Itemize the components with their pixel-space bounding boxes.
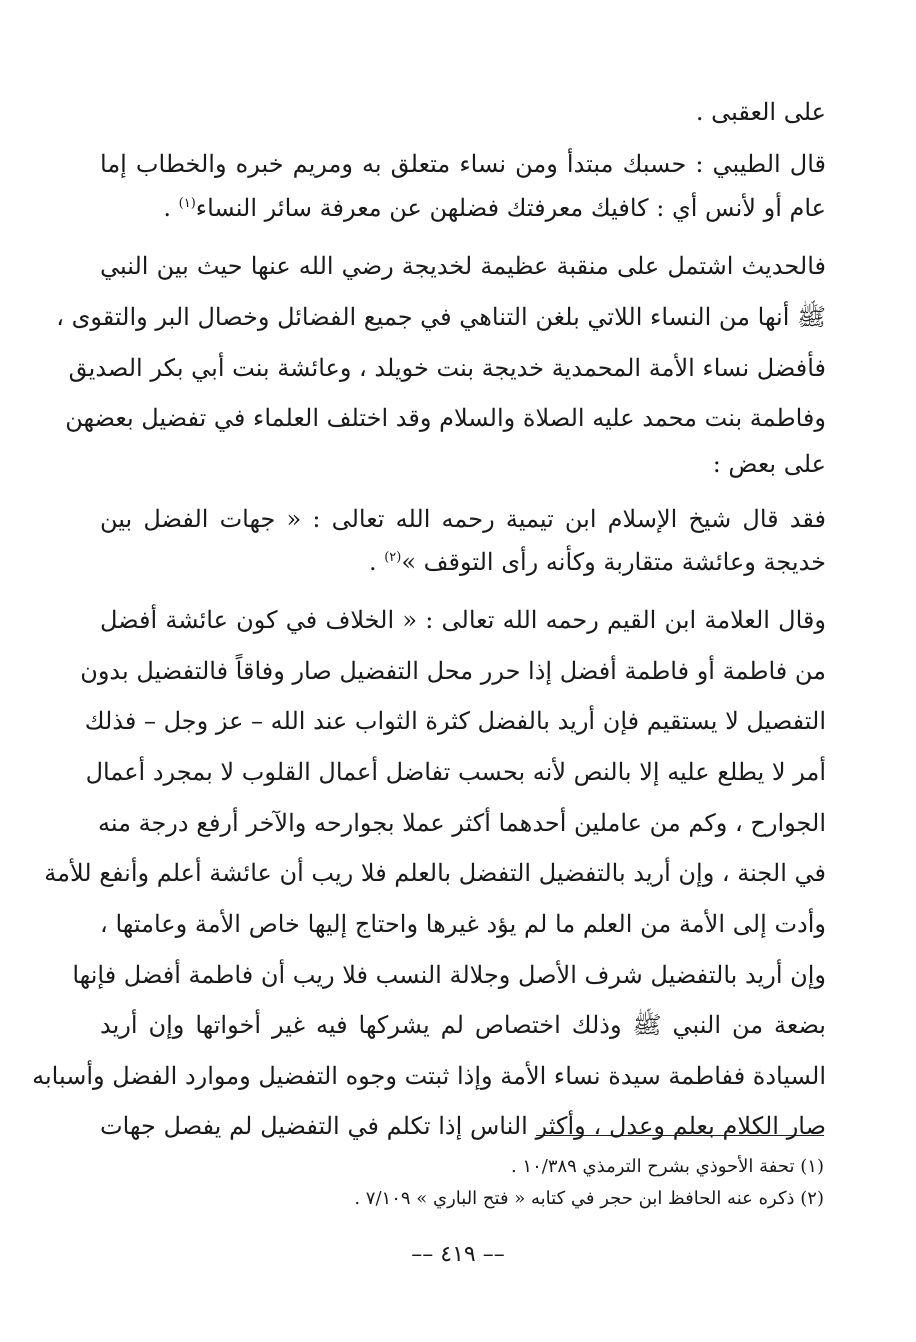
footnote: (٢) ذكره عنه الحافظ ابن حجر في كتابه « فتح الباري » ٧/١٠٩ . [354, 1188, 824, 1209]
text-line: وقال العلامة ابن القيم رحمه الله تعالى : « الخلاف في كون عائشة أفضل [100, 606, 826, 634]
text-line: فأفضل نساء الأمة المحمدية خديجة بنت خويلد ، وعائشة بنت أبي بكر الصديق [68, 354, 826, 382]
text-line-body: عام أو لأنس أي : كافيك معرفتك فضلهن عن معرفة سائر النساء [195, 194, 826, 222]
text-line: أمر لا يطلع عليه إلا بالنص لأنه بحسب تفاضل أعمال القلوب لا بمجرد أعمال [85, 758, 826, 786]
footnote-ref: (٢) [384, 550, 402, 565]
text-line: ﷺ أنها من النساء اللاتي بلغن التناهي في جميع الفضائل وخصال البر والتقوى ، [56, 303, 826, 331]
footnote: (١) تحفة الأحوذي بشرح الترمذي ١٠/٣٨٩ . [510, 1156, 824, 1177]
text-line: على العقبى . [695, 98, 826, 126]
text-line-body: خديجة وعائشة متقاربة وكأنه رأى التوقف » [401, 548, 826, 576]
text-line: وفاطمة بنت محمد عليه الصلاة والسلام وقد اختلف العلماء في تفضيل بعضهن [65, 404, 826, 432]
text-line: فالحديث اشتمل على منقبة عظيمة لخديجة رضي الله عنها حيث بين النبي [100, 252, 826, 280]
text-line [100, 196, 826, 220]
text-line: الجوارح ، وكم من عاملين أحدهما أكثر عملا بجوارحه والآخر أرفع درجة منه [97, 809, 826, 837]
text-line: وأدت إلى الأمة من العلم ما لم يؤد غيرها واحتاج إليها خاص الأمة وعامتها ، [100, 910, 826, 938]
text-line: التفصيل لا يستقيم فإن أريد بالفضل كثرة الثواب عند الله – عز وجل – فذلك [84, 707, 826, 735]
footnote-ref: (١) [178, 196, 196, 211]
text-line: السيادة ففاطمة سيدة نساء الأمة وإذا ثبتت وجوه التفضيل وموارد الفضل وأسبابه [32, 1062, 826, 1090]
page-number: –– ٤١٩ –– [411, 1242, 505, 1267]
text-line: صار الكلام بعلم وعدل ، وأكثر الناس إذا تكلم في التفضيل لم يفصل جهات [100, 1112, 826, 1140]
footnote-separator [536, 1135, 824, 1136]
text-line [100, 550, 826, 574]
text-line: من فاطمة أو فاطمة أفضل إذا حرر محل التفضيل صار وفاقاً فالتفضيل بدون [80, 657, 826, 685]
text-line: بضعة من النبي ﷺ وذلك اختصاص لم يشركها فيه غير أخواتها وإن أريد [100, 1011, 826, 1039]
text-line: قال الطيبي : حسبك مبتدأ ومن نساء متعلق به ومريم خبره والخطاب إما [100, 150, 826, 178]
text-line: وإن أريد بالتفضيل شرف الأصل وجلالة النسب فلا ريب أن فاطمة أفضل فإنها [72, 961, 826, 989]
text-line: على بعض : [712, 450, 826, 478]
text-line: في الجنة ، وإن أريد بالتفضيل التفضل بالعلم فلا ريب أن عائشة أعلم وأنفع للأمة [44, 859, 826, 887]
text-line-end: . [368, 548, 385, 576]
text-line: فقد قال شيخ الإسلام ابن تيمية رحمه الله تعالى : « جهات الفضل بين [100, 505, 827, 533]
text-line-end: . [163, 194, 179, 222]
